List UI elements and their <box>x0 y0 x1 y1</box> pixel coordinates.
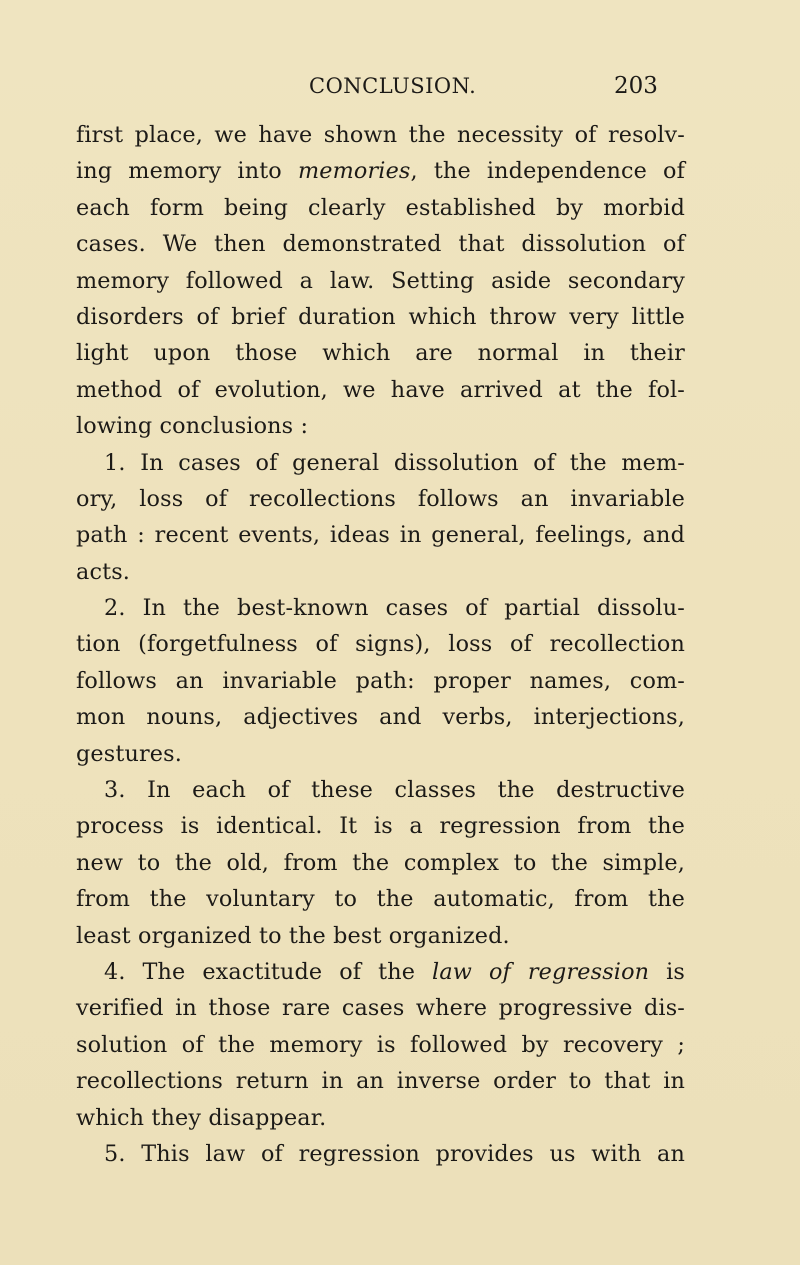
text-span: cases. We then demonstrated that dissolution of <box>76 231 685 258</box>
text-line <box>76 372 685 408</box>
text-span: tion (forgetfulness of signs), loss of recollection <box>76 631 685 658</box>
text-line <box>76 954 685 990</box>
text-line <box>76 736 685 772</box>
text-line <box>76 772 685 808</box>
text-line <box>76 263 685 299</box>
text-line <box>76 117 685 153</box>
text-line <box>76 808 685 844</box>
text-line <box>76 445 685 481</box>
text-span: new to the old, from the complex to the simple, <box>76 849 685 876</box>
text-line <box>76 1063 685 1099</box>
text-line <box>76 881 685 917</box>
text-span: from the voluntary to the automatic, from the <box>76 886 685 913</box>
text-span: first place, we have shown the necessity of resolv- <box>76 122 685 148</box>
text-line <box>76 1100 685 1136</box>
text-span: each form being clearly established by morbid <box>76 194 685 221</box>
text-span: process is identical. It is a regression from the <box>76 813 685 840</box>
text-span: follows an invariable path: proper names, com- <box>76 667 685 694</box>
text-span: is <box>649 958 685 985</box>
text-line <box>76 408 685 444</box>
text-span: least organized to the best organized. <box>76 922 510 949</box>
text-span: solution of the memory is followed by recovery ; <box>76 1031 685 1058</box>
text-span: 4. The exactitude of the <box>104 958 433 985</box>
text-line <box>76 626 685 662</box>
text-line <box>76 918 685 954</box>
text-line <box>76 153 685 189</box>
text-line <box>76 226 685 262</box>
text-span: acts. <box>76 558 131 585</box>
text-span: mon nouns, adjectives and verbs, interjections, <box>76 704 685 731</box>
body-text <box>76 117 685 1172</box>
text-span: 2. In the best-known cases of partial dissolu- <box>104 595 685 622</box>
page-number: 203 <box>614 73 658 99</box>
text-span: ing memory into <box>76 158 298 185</box>
text-span: disorders of brief duration which throw very little <box>76 303 685 330</box>
text-line <box>76 1027 685 1063</box>
text-line <box>76 845 685 881</box>
text-line <box>76 663 685 699</box>
italic-text: memories <box>297 158 411 185</box>
text-line <box>76 481 685 517</box>
text-span: 3. In each of these classes the destructive <box>104 777 685 804</box>
text-span: ory, loss of recollections follows an invariable <box>76 485 685 512</box>
text-line <box>76 335 685 371</box>
text-span: 5. This law of regression provides us with an <box>104 1140 685 1167</box>
text-span: gestures. <box>76 740 182 767</box>
text-line <box>76 299 685 335</box>
text-span: method of evolution, we have arrived at the fol- <box>76 376 685 403</box>
text-line <box>76 590 685 626</box>
text-span: lowing conclusions : <box>76 413 309 440</box>
running-head: CONCLUSION. <box>309 74 477 98</box>
text-span: light upon those which are normal in their <box>76 340 685 367</box>
text-span: memory followed a law. Setting aside secondary <box>76 267 685 294</box>
text-span: , the independence of <box>410 158 685 185</box>
text-line <box>76 190 685 226</box>
text-span: recollections return in an inverse order to that in <box>76 1068 685 1095</box>
text-line <box>76 990 685 1026</box>
italic-text: law of regression <box>432 958 650 985</box>
text-span: path : recent events, ideas in general, feelings, and <box>76 522 685 549</box>
text-span: which they disappear. <box>76 1104 327 1131</box>
text-line <box>76 1136 685 1172</box>
text-span: 1. In cases of general dissolution of the mem- <box>104 449 685 476</box>
text-line <box>76 517 685 553</box>
page-header <box>0 68 800 108</box>
text-line <box>76 699 685 735</box>
text-span: verified in those rare cases where progressive dis- <box>76 995 685 1022</box>
text-line <box>76 554 685 590</box>
